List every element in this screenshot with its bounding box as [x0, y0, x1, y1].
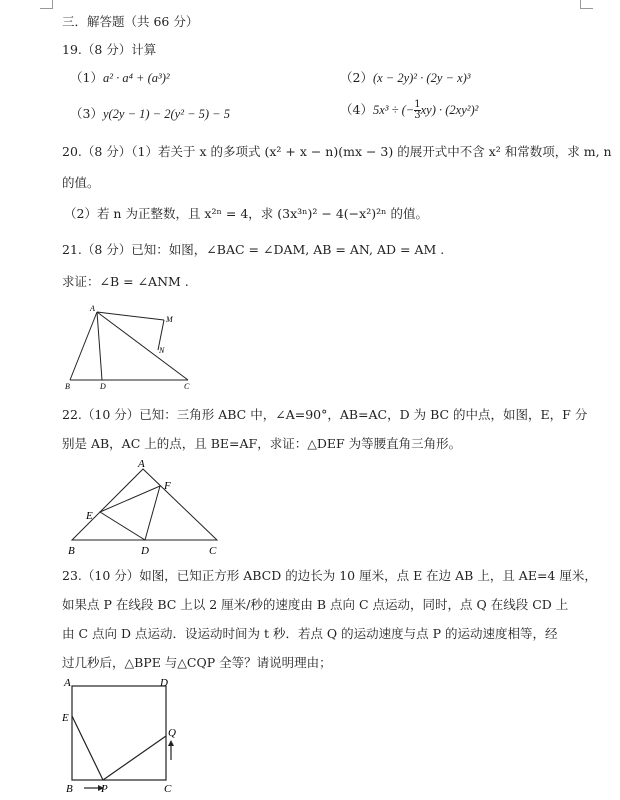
label-d: D: [141, 545, 149, 557]
label-e: E: [62, 712, 69, 724]
q19-part3: [70, 104, 230, 122]
q23-line3: 由 C 点向 D 点运动．设运动时间为 t 秒．若点 Q 的运动速度与点 P 的运动速度相等，经: [62, 626, 558, 641]
label-a: A: [138, 458, 145, 470]
arrow-up-icon: [168, 740, 174, 746]
q19-part2-label: （2）: [340, 70, 373, 85]
q21-line1: 21.（8 分）已知：如图，∠BAC = ∠DAM, AB = AN, AD = AM .: [62, 242, 445, 257]
q23-line2: 如果点 P 在线段 BC 上以 2 厘米/秒的速度由 B 点向 C 点运动，同时，点 Q 在线段 CD 上: [62, 597, 569, 612]
q19-part1: [70, 68, 170, 86]
q22-line2: 别是 AB，AC 上的点，且 BE=AF，求证：△DEF 为等腰直角三角形。: [62, 436, 462, 451]
q19-part1-expr: a² · a⁴ + (a³)²: [102, 71, 170, 85]
q19-heading: 19.（8 分）计算: [62, 42, 157, 57]
triangle-abc: [72, 469, 217, 540]
q19-part2-expr: (x − 2y)² · (2y − x)³: [372, 71, 471, 85]
triangle-def: [100, 486, 160, 540]
label-f: F: [164, 480, 171, 492]
q19-part4-expr-b: xy) · (2xy²)²: [420, 103, 479, 117]
q22-figure: [65, 455, 235, 560]
segment-pq: [103, 736, 166, 780]
label-q: Q: [168, 727, 176, 739]
q19-part4: [340, 100, 478, 121]
q19-part3-expr: y(2y − 1) − 2(y² − 5) − 5: [102, 107, 230, 121]
label-b: B: [68, 545, 75, 557]
label-b: B: [66, 783, 73, 794]
segment-ac: [97, 312, 188, 380]
fraction-numerator: 1: [414, 99, 421, 110]
fraction-denominator: 3: [414, 110, 421, 121]
square-abcd: [72, 686, 166, 780]
q23-figure: [60, 676, 190, 794]
q19-part4-label: （4）: [340, 102, 373, 117]
q22-line1: 22.（10 分）已知：三角形 ABC 中，∠A=90°，AB=AC，D 为 BC 的中点，如图，E，F 分: [62, 407, 588, 422]
q23-line1: 23.（10 分）如图，已知正方形 ABCD 的边长为 10 厘米，点 E 在边 AB 上，且 AE=4 厘米，: [62, 568, 597, 583]
label-e: E: [86, 510, 93, 522]
corner-mark-right: [580, 0, 593, 9]
label-c: C: [164, 783, 172, 794]
q19-part2: [340, 68, 471, 86]
segment-ab: [70, 312, 97, 380]
q20-line3: （2）若 n 为正整数，且 x²ⁿ = 4，求 (3x³ⁿ)² − 4(−x²)²ⁿ 的值。: [64, 206, 428, 221]
q21-figure: [60, 300, 200, 390]
label-d: D: [160, 677, 168, 689]
q19-part4-expr-a: 5x³ ÷ (−: [372, 103, 415, 117]
corner-mark-left: [40, 0, 53, 9]
q20-line2: 的值。: [62, 175, 100, 190]
label-b: B: [65, 382, 70, 390]
segment-ep: [72, 716, 103, 780]
section-title: 三．解答题（共 66 分）: [62, 14, 199, 29]
label-p: P: [101, 783, 108, 794]
label-n: N: [159, 346, 165, 355]
segment-am: [97, 312, 164, 320]
q19-part3-label: （3）: [70, 106, 103, 121]
label-a: A: [90, 304, 95, 313]
label-d: D: [100, 382, 106, 390]
label-m: M: [166, 315, 173, 324]
q20-line1: 20.（8 分）（1）若关于 x 的多项式 (x² + x − n)(mx − 3) 的展开式中不含 x² 和常数项，求 m, n: [62, 144, 612, 159]
q19-part1-label: （1）: [70, 70, 103, 85]
q21-line2: 求证：∠B = ∠ANM .: [62, 274, 189, 289]
label-a: A: [64, 677, 71, 689]
segment-ad: [97, 312, 102, 380]
q23-line4: 过几秒后，△BPE 与△CQP 全等？请说明理由；: [62, 655, 332, 670]
label-c: C: [209, 545, 217, 557]
label-c: C: [184, 382, 190, 390]
